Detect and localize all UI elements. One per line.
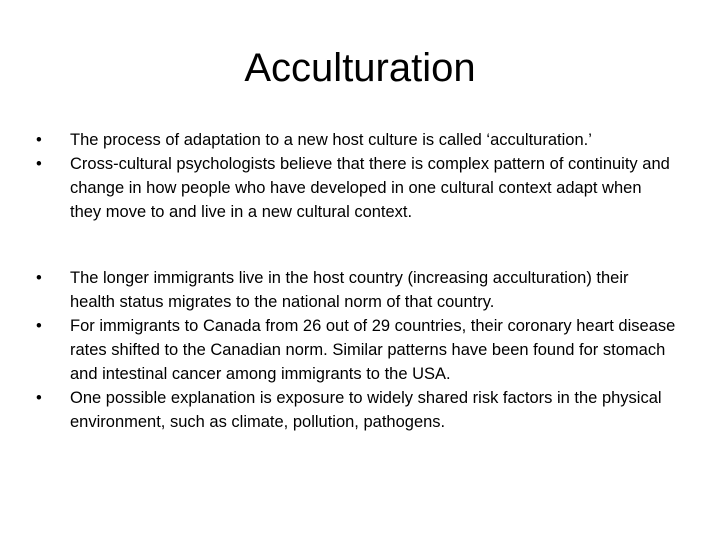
bullet-text: The longer immigrants live in the host country (increasing acculturation) their health status migrates to the national norm of that country.: [70, 269, 629, 311]
bullet-icon: •: [36, 131, 42, 149]
bullet-item-canada-immigrants: [36, 314, 676, 386]
bullet-item-acculturation-definition: [36, 128, 676, 152]
bullet-text: Cross-cultural psychologists believe that there is complex pattern of continuity and change in how people who have developed in one cultural context adapt when they move to and live in a new cultural context.: [70, 155, 670, 221]
bullet-icon: •: [36, 155, 42, 173]
bullet-list-health: [36, 266, 676, 434]
bullet-item-cross-cultural: [36, 152, 676, 224]
bullet-icon: •: [36, 269, 42, 287]
bullet-text: For immigrants to Canada from 26 out of 29 countries, their coronary heart disease rates shifted to the Canadian norm. Similar patterns have been found for stomach and intestinal cancer among immigrants to the USA.: [70, 317, 676, 383]
bullet-icon: •: [36, 317, 42, 335]
slide-title: Acculturation: [244, 46, 476, 90]
bullet-icon: •: [36, 389, 42, 407]
bullet-list-definition: [36, 128, 676, 224]
bullet-item-health-status: [36, 266, 676, 314]
bullet-text: One possible explanation is exposure to widely shared risk factors in the physical environment, such as climate, pollution, pathogens.: [70, 389, 662, 431]
bullet-text: The process of adaptation to a new host culture is called ‘acculturation.’: [70, 131, 592, 149]
bullet-item-explanation: [36, 386, 676, 434]
